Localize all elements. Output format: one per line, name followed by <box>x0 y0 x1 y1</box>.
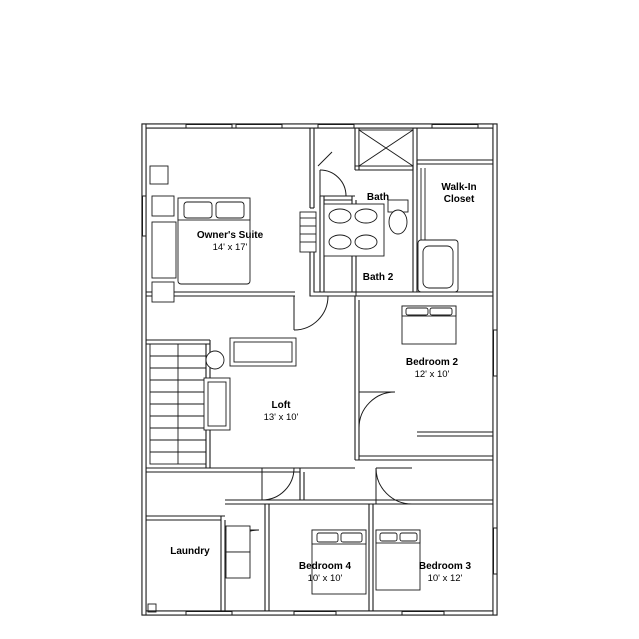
room-name: Walk-In Closet <box>441 182 477 205</box>
room-name: Bedroom 3 <box>418 561 472 572</box>
room-name: Bedroom 4 <box>298 561 352 572</box>
room-name: Loft <box>271 400 291 411</box>
room-name: Bath 2 <box>362 272 394 283</box>
shower-fixture <box>359 130 413 166</box>
room-name: Bedroom 2 <box>405 357 459 368</box>
bathtub-fixture <box>418 240 458 292</box>
toilet-fixture <box>388 200 408 234</box>
bedroom-4-bed <box>312 530 366 594</box>
room-dims: 10' x 12' <box>427 573 463 584</box>
room-name: Owner's Suite <box>196 230 264 241</box>
bedroom-3-bed <box>376 530 420 590</box>
vanity-fixture <box>324 204 384 256</box>
room-dims: 12' x 10' <box>414 369 450 380</box>
laundry-appliances <box>226 526 250 578</box>
linen-closet <box>300 212 316 252</box>
room-dims: 14' x 17' <box>212 242 248 253</box>
room-dims: 13' x 10' <box>263 412 299 423</box>
room-name: Bath <box>366 192 390 203</box>
room-dims: 10' x 10' <box>307 573 343 584</box>
bedroom-2-bed <box>402 306 456 344</box>
room-name: Laundry <box>170 546 210 557</box>
